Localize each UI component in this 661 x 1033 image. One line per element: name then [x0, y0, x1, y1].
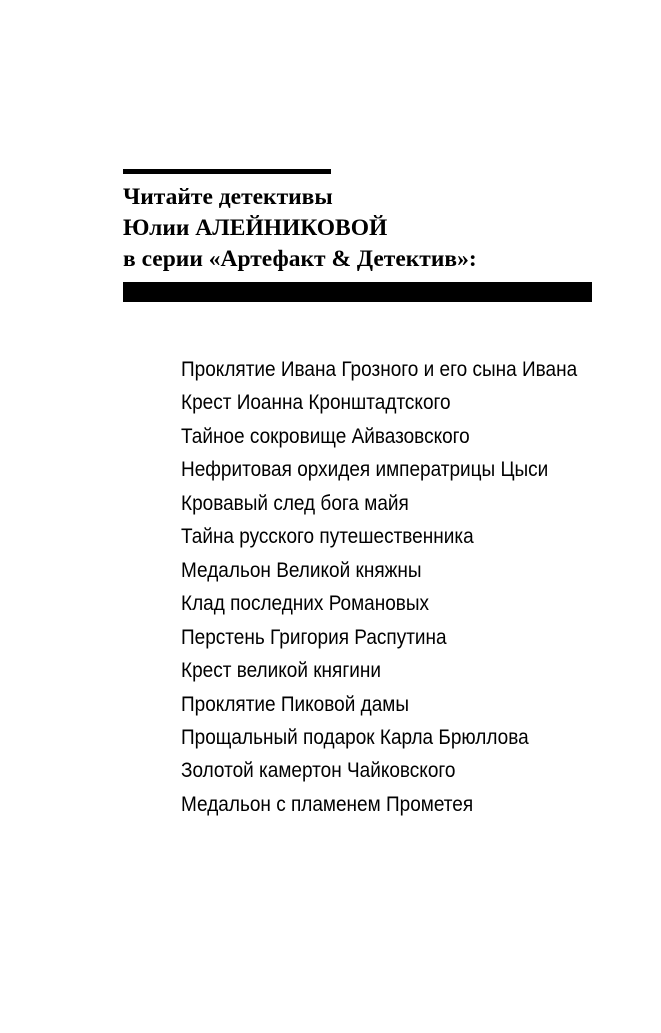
heading-underline-bar — [123, 282, 592, 302]
book-title: Крест великой княгини — [181, 659, 381, 683]
book-title: Тайное сокровище Айвазовского — [181, 424, 470, 448]
book-title: Медальон с пламенем Прометея — [181, 792, 474, 816]
book-title: Кровавый след бога майя — [181, 491, 409, 515]
book-title: Тайна русского путешественника — [181, 525, 474, 549]
book-title: Проклятие Пиковой дамы — [181, 692, 409, 716]
book-title: Крест Иоанна Кронштадтского — [181, 391, 451, 415]
heading-line-2-author: Юлии АЛЕЙНИКОВОЙ — [123, 215, 388, 241]
top-decorative-rule — [123, 169, 331, 174]
book-title: Прощальный подарок Карла Брюллова — [181, 725, 529, 749]
heading-line-1: Читайте детективы — [123, 184, 333, 210]
book-title: Золотой камертон Чайковского — [181, 759, 456, 783]
book-title: Нефритовая орхидея императрицы Цыси — [181, 458, 549, 482]
heading-line-3-series: в серии «Артефакт & Детектив»: — [123, 246, 477, 272]
book-title: Проклятие Ивана Грозного и его сына Ивана — [181, 358, 578, 381]
book-title: Клад последних Романовых — [181, 592, 430, 616]
book-title-list — [181, 353, 619, 821]
book-title: Медальон Великой княжны — [181, 558, 422, 582]
series-heading — [123, 182, 477, 275]
book-title: Перстень Григория Распутина — [181, 625, 447, 649]
